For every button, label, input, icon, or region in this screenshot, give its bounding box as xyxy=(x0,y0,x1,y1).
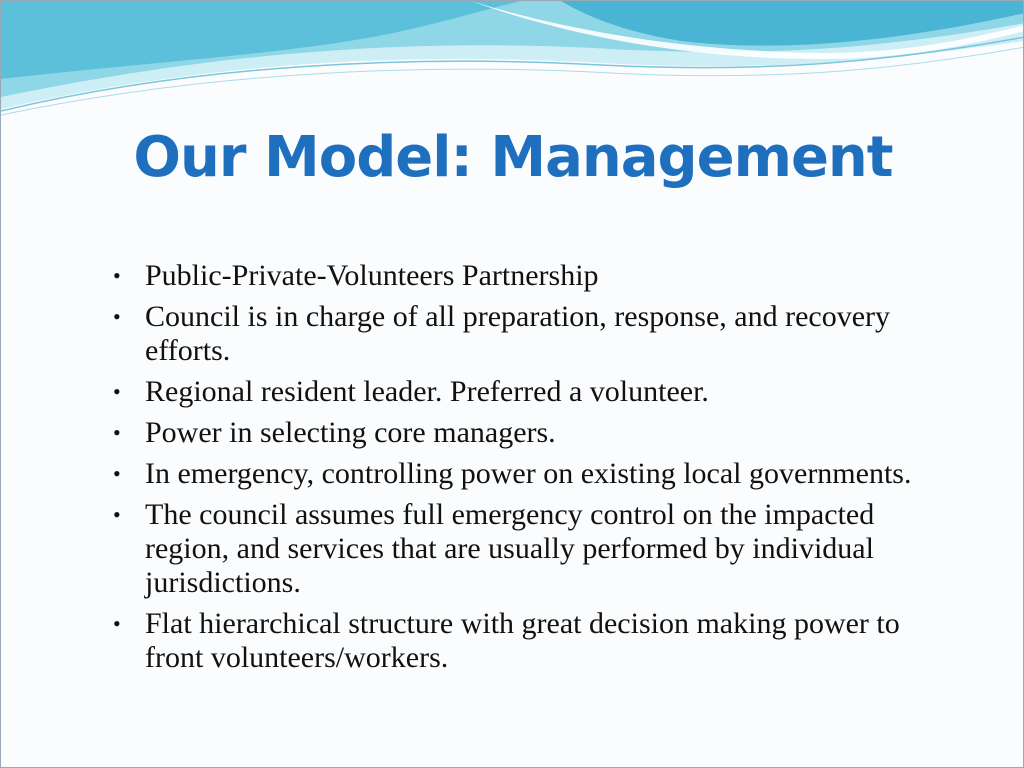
bullet-dot-icon: • xyxy=(113,502,121,527)
bullet-dot-icon: • xyxy=(113,611,121,636)
bullet-dot-icon: • xyxy=(113,304,121,329)
bullet-list xyxy=(111,259,931,682)
slide-title: Our Model: Management xyxy=(133,125,893,190)
bullet-text: Council is in charge of all preparation, response, and recovery efforts. xyxy=(145,300,891,367)
bullet-text: The council assumes full emergency control on the impacted region, and services that are usually performed by individual jurisdictions. xyxy=(145,498,875,599)
bullet-item xyxy=(111,457,931,491)
wave-header-decoration xyxy=(1,1,1024,131)
bullet-dot-icon: • xyxy=(113,263,121,288)
bullet-item xyxy=(111,375,931,409)
bullet-dot-icon: • xyxy=(113,379,121,404)
bullet-item xyxy=(111,259,931,293)
bullet-text: Regional resident leader. Preferred a volunteer. xyxy=(145,375,709,408)
bullet-text: In emergency, controlling power on existing local governments. xyxy=(145,457,912,490)
bullet-text: Power in selecting core managers. xyxy=(145,416,556,449)
bullet-text: Flat hierarchical structure with great decision making power to front volunteers/workers. xyxy=(145,607,900,674)
bullet-dot-icon: • xyxy=(113,420,121,445)
bullet-item xyxy=(111,607,931,675)
bullet-item xyxy=(111,416,931,450)
bullet-item xyxy=(111,300,931,368)
bullet-dot-icon: • xyxy=(113,461,121,486)
bullet-item xyxy=(111,498,931,600)
bullet-text: Public-Private-Volunteers Partnership xyxy=(145,259,599,292)
